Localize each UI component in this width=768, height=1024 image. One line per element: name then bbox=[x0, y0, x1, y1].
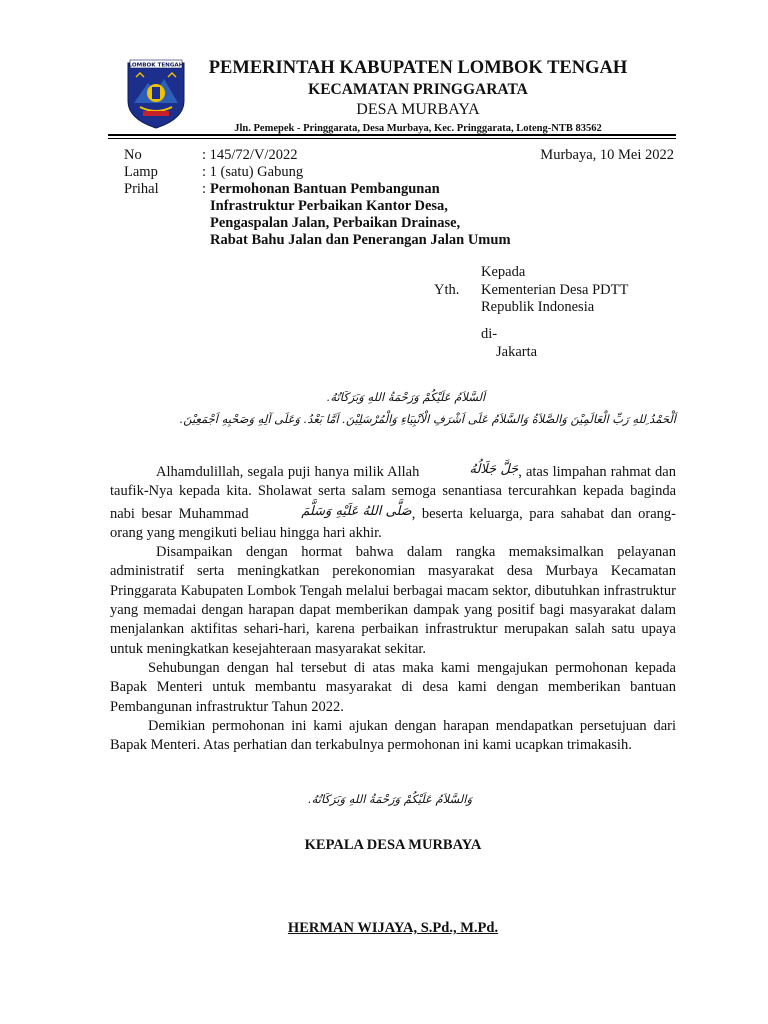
recipient-block bbox=[481, 264, 628, 317]
subject-line: Pengaspalan Jalan, Perbaikan Drainase, bbox=[210, 215, 461, 231]
jalla-jalaluh-glyph: جَلَّ جَلَالُهُ bbox=[469, 462, 519, 477]
number-label: No bbox=[124, 147, 142, 163]
letterhead-rule-thick bbox=[108, 134, 676, 136]
recipient-line2: Republik Indonesia bbox=[481, 299, 595, 315]
letter-body bbox=[110, 460, 676, 755]
letterhead bbox=[186, 56, 650, 137]
signature-name bbox=[110, 920, 676, 937]
recipient-kepada: Kepada bbox=[481, 264, 526, 280]
arabic-salam-open: اَلسَّلاَمُ عَلَيْكُمْ وَرَحْمَةُ اللهِ وَبَرَكَاتُهُ. bbox=[326, 390, 486, 404]
letterhead-district: KECAMATAN PRINGGARATA bbox=[308, 81, 528, 98]
recipient-line1: Kementerian Desa PDTT bbox=[481, 281, 629, 298]
number-value: : 145/72/V/2022 bbox=[202, 147, 298, 163]
letterhead-government: PEMERINTAH KABUPATEN LOMBOK TENGAH bbox=[208, 58, 628, 78]
arabic-salam-close: وَالسَّلاَمُ عَلَيْكُمْ وَرَحْمَةُ اللهِ وَبَرَكَاتُهُ. bbox=[307, 792, 473, 806]
body-text: Alhamdulillah, segala puji hanya milik Allah bbox=[156, 464, 424, 480]
subject-line: Permohonan Bantuan Pembangunan bbox=[210, 181, 440, 197]
attachment-value: : 1 (satu) Gabung bbox=[202, 164, 304, 180]
body-text: , beserta keluarga, para sahabat dan orang-orang yang mengikuti beliau hingga hari akhir. bbox=[110, 505, 676, 541]
body-paragraph-4: Demikian permohonan ini kami ajukan dengan harapan mendapatkan persetujuan dari Bapak Menteri. Atas perhatian dan terkabulnya permohonan ini kami ucapkan trimakasih. bbox=[110, 717, 676, 754]
signature-title: KEPALA DESA MURBAYA bbox=[304, 837, 482, 853]
letterhead-village: DESA MURBAYA bbox=[356, 101, 480, 118]
arabic-opening: اَلْحَمْدُ ِللهِ رَبِّ الْعَالَمِيْنَ وَالصَّلاَةُ وَالسَّلاَمُ عَلَى اَشْرَفِ الْاَنْبِيَاءِ وَالْمُرْسَلِيْنَ. اَمَّا بَعْدُ. وَعَلَى آلِهِ وَصَحْبِهِ اَجْمَعِيْنَ. bbox=[179, 412, 676, 426]
subject-value bbox=[210, 181, 676, 249]
subject-label: Prihal bbox=[124, 181, 159, 197]
attachment-label: Lamp bbox=[124, 164, 158, 180]
logo-text: LOMBOK TENGAH bbox=[128, 62, 184, 69]
subject-line: Infrastruktur Perbaikan Kantor Desa, bbox=[210, 198, 448, 214]
body-paragraph-1 bbox=[110, 460, 676, 543]
signature-name-text: HERMAN WIJAYA, S.Pd., M.Pd. bbox=[287, 920, 499, 936]
shallallahu-glyph: صَلَّى اللهُ عَلَيْهِ وَسَلَّمَ bbox=[301, 503, 412, 519]
letterhead-address: Jln. Pemepek - Pringgarata, Desa Murbaya, Kec. Pringgarata, Loteng-NTB 83562 bbox=[234, 123, 602, 134]
recipient-di: di- bbox=[481, 326, 498, 342]
lombok-tengah-logo bbox=[126, 57, 186, 129]
subject-line: Rabat Bahu Jalan dan Penerangan Jalan Umum bbox=[210, 232, 511, 248]
letterhead-rule-thin bbox=[108, 138, 676, 139]
recipient-yth: Yth. bbox=[434, 282, 460, 298]
body-paragraph-3: Sehubungan dengan hal tersebut di atas maka kami mengajukan permohonan kepada Bapak Menteri untuk membantu masyarakat di desa kami dengan memberikan bantuan Pembangunan infrastruktur Tahun 2022. bbox=[110, 659, 676, 715]
body-paragraph-2: Disampaikan dengan hormat bahwa dalam rangka memaksimalkan pelayanan administratif serta meningkatkan perekonomian masyarakat desa Murbaya Kecamatan Pringgarata Kabupaten Lombok Tengah melalui berbagai macam sektor, dibutuhkan infrastruktur yang memadai dengan harapan dapat memberikan dampak yang positif bagi masyarakat dalam menjalankan aktifitas sehari-hari, karena perbaikan infrastruktur merupakan salah satu upaya untuk meningkatkan kesejahteraan masyarakat sekitar. bbox=[110, 544, 676, 657]
body-text: , atas limpahan rahmat dan taufik-Nya kepada kita. Sholawat serta salam semoga senantiasa tercurahkan kepada baginda nabi besar Muhammad bbox=[110, 464, 676, 522]
letter-date: Murbaya, 10 Mei 2022 bbox=[540, 147, 674, 163]
subject-colon: : bbox=[202, 181, 207, 197]
recipient-location bbox=[481, 325, 537, 361]
recipient-city: Jakarta bbox=[496, 344, 538, 360]
